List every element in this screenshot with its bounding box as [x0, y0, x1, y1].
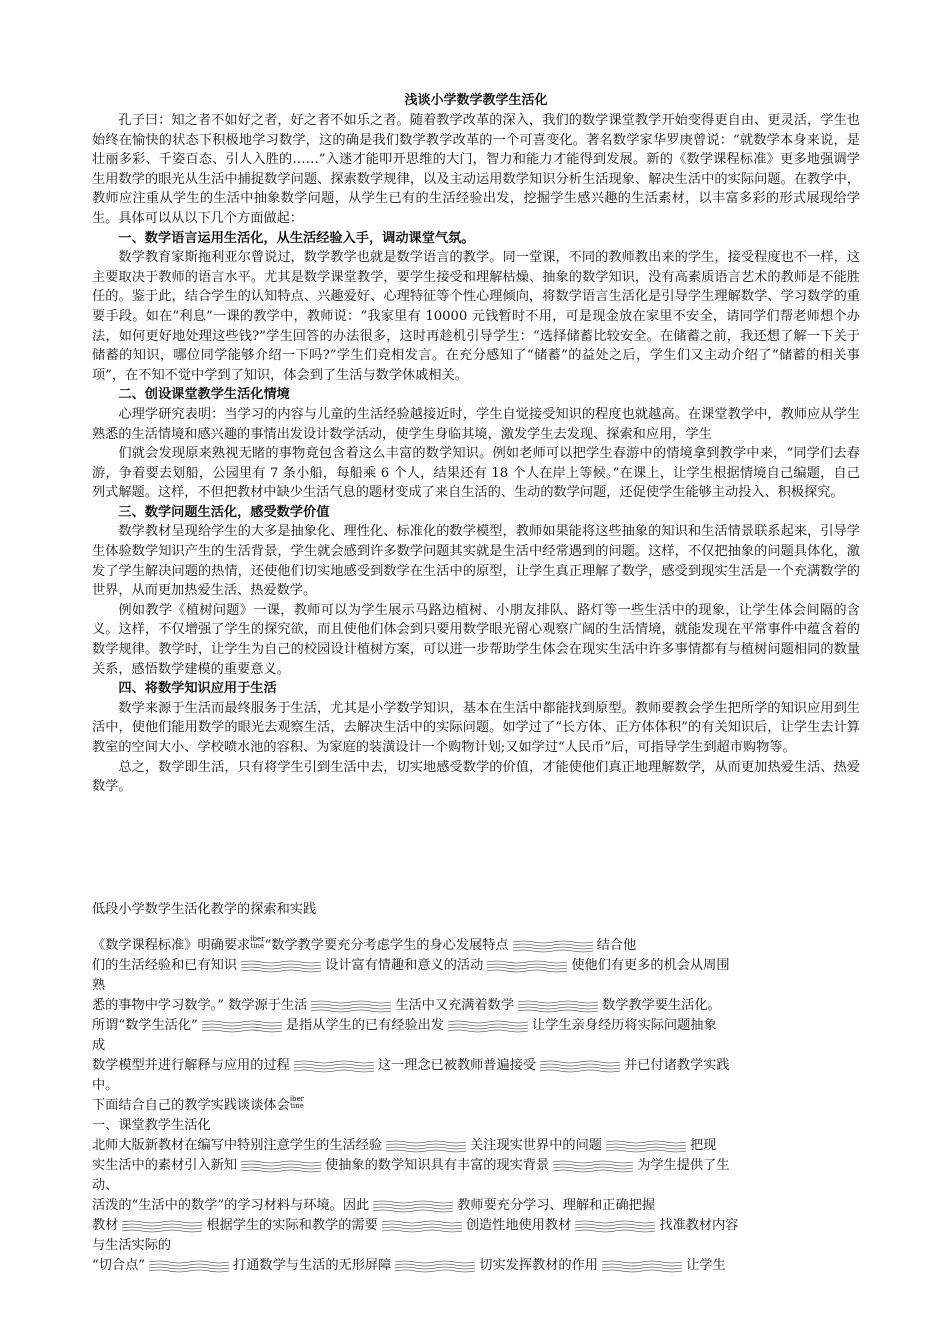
- text-segment: 设计富有情趣和意义的活动: [325, 958, 484, 973]
- text-segment: 使他们有更多的机会从周围: [571, 958, 730, 973]
- text-line: [92, 1036, 860, 1056]
- section-heading: 二、创设课堂教学生活化情境: [118, 387, 290, 403]
- wavy-separator-icon: [540, 1059, 620, 1073]
- text-line: [92, 996, 860, 1016]
- text-line: [92, 1176, 860, 1196]
- wavy-separator-icon: [448, 1019, 528, 1033]
- wavy-separator-icon: [382, 1219, 462, 1233]
- text-segment: 切实发挥教材的作用: [479, 1258, 598, 1273]
- text-segment: 结合他: [596, 938, 637, 953]
- wavy-separator-icon: [575, 1219, 655, 1233]
- text-segment: 使抽象的数学知识具有丰富的现实背景: [325, 1158, 550, 1173]
- text-segment: 成: [92, 1038, 106, 1053]
- text-segment: 活泼的“生活中的数学”的学习材料与环境。因此: [92, 1198, 370, 1213]
- text-segment: 悉的事物中学习数学。” 数学源于生活: [92, 998, 308, 1013]
- text-segment: 数学模型并进行解释与应用的过程: [92, 1058, 290, 1073]
- superscript-bottom: tine: [290, 1102, 304, 1110]
- text-segment: 们的生活经验和已有知识: [92, 958, 238, 973]
- superscript-fragment: [290, 1096, 304, 1110]
- text-segment: 根据学生的实际和教学的需要: [206, 1218, 378, 1233]
- text-segment: 是指从学生的已有经验出发: [285, 1018, 445, 1033]
- text-segment: 把现: [690, 1138, 717, 1153]
- wavy-separator-icon: [518, 999, 598, 1013]
- text-line: [92, 1236, 860, 1256]
- body-paragraph: 们就会发现原来熟视无睹的事物竟包含着这么丰富的数学知识。例如老师可以把学生春游中的情境拿到教学中来，“同学们去春游，争着要去划船，公园里有 7 条小船，每船乘 6 个人，结果还有 18 个人在岸上等候。”在课上，让学生根据情境自己编题，自己列式解题。这样，不但把教材中缺少生活气息的题材变成了来自生活的、生动的数学问题，还促使学生能够主动投入、积极探究。: [92, 446, 860, 501]
- text-segment: 生活中又充满着数学: [395, 998, 515, 1013]
- wavy-separator-icon: [602, 1259, 682, 1273]
- text-segment: 教师要充分学习、理解和正确把握: [457, 1198, 656, 1213]
- superscript-top: iber: [289, 1095, 305, 1103]
- text-segment: 北师大版新教材在编写中特别注意学生的生活经验: [92, 1138, 383, 1153]
- text-line: [92, 936, 860, 956]
- text-line: [92, 1076, 860, 1096]
- text-segment: 下面结合自己的教学实践谈谈体会: [92, 1098, 290, 1113]
- wavy-separator-icon: [553, 1159, 633, 1173]
- text-segment: 教材: [92, 1218, 119, 1233]
- wavy-separator-icon: [241, 959, 321, 973]
- body-paragraph: 孔子曰：知之者不如好之者，好之者不如乐之者。随着教学改革的深入，我们的数学课堂教学开始变得更自由、更灵活，学生也始终在愉快的状态下积极地学习数学，这的确是我们数学教学改革的一个可喜变化。著名数学家华罗庚曾说：“就数学本身来说，是壮丽多彩、千姿百态、引人入胜的……”入迷才能叩开思维的大门，智力和能力才能得到发展。新的《数学课程标准》更多地强调学生用数学的眼光从生活中捕捉数学问题、探索数学规律，以及主动运用数学知识分析生活现象、解决生活中的实际问题。在教学中，教师应注重从学生的生活中抽象数学问题，从学生已有的生活经验出发，挖掘学生感兴趣的生活素材，以丰富多彩的形式展现给学生。具体可以从以下几个方面做起：: [92, 113, 860, 226]
- text-line: [92, 1156, 860, 1176]
- text-line: [92, 1016, 860, 1036]
- body-paragraph: 例如教学《植树问题》一课，教师可以为学生展示马路边植树、小朋友排队、路灯等一些生活中的现象，让学生体会间隔的含义。这样，不仅增强了学生的探究欲，而且使他们体会到只要用数学眼光留心观察广阔的生活情境，就能发现在平常事件中蕴含着的数学规律。教学时，让学生为自己的校园设计植树方案，可以进一步帮助学生体会在现实生活中许多事情都有与植树问题相同的数量关系，感悟数学建模的重要意义。: [92, 602, 860, 677]
- text-segment: “切合点”: [92, 1258, 146, 1273]
- superscript-top: iber: [250, 935, 265, 943]
- wavy-separator-icon: [373, 1199, 453, 1213]
- text-line: [92, 1096, 860, 1116]
- body-paragraph: 数学教材呈现给学生的大多是抽象化、理性化、标准化的数学模型，教师如果能将这些抽象的知识和生活情景联系起来，引导学生体验数学知识产生的生活背景，学生就会感到许多数学问题其实就是生活中经常遇到的问题。这样，不仅把抽象的问题具体化，激发了学生解决问题的热情，还使他们切实地感受到数学在生活中的原型，让学生真正理解了数学，感受到现实生活是一个充满数学的世界，从而更加热爱生活、热爱数学。: [92, 524, 860, 599]
- document-page: [92, 92, 860, 797]
- text-line: [92, 1116, 860, 1136]
- text-line: [92, 1136, 860, 1156]
- text-segment: 创造性地使用教材: [465, 1218, 572, 1233]
- section-heading: 四、将数学知识应用于生活: [118, 681, 277, 697]
- wavy-separator-icon: [149, 1259, 229, 1273]
- wavy-separator-icon: [606, 1139, 686, 1153]
- second-article: [92, 900, 860, 1276]
- wavy-separator-icon: [122, 1219, 202, 1233]
- text-segment: 熟: [92, 978, 106, 993]
- text-segment: 让学生: [685, 1258, 726, 1273]
- superscript-fragment: [250, 936, 264, 950]
- text-segment: 一、课堂教学生活化: [92, 1118, 211, 1133]
- text-line: [92, 1196, 860, 1216]
- text-segment: 与生活实际的: [92, 1238, 172, 1253]
- text-segment: 所谓“数学生活化”: [92, 1018, 198, 1033]
- text-segment: 让学生亲身经历将实际问题抽象: [532, 1018, 717, 1033]
- section-heading: 一、数学语言运用生活化，从生活经验入手，调动课堂气氛。: [118, 230, 475, 246]
- wavy-separator-icon: [386, 1139, 466, 1153]
- text-segment: 这一理念已被教师普遍接受: [377, 1058, 537, 1073]
- text-line: [92, 1256, 860, 1276]
- text-segment: 《数学课程标准》明确要求: [92, 938, 251, 953]
- text-segment: “数学教学要充分考虑学生的身心发展特点: [264, 938, 509, 953]
- text-segment: 实生活中的素材引入新知: [92, 1158, 238, 1173]
- section-heading: 三、数学问题生活化，感受数学价值: [118, 504, 330, 520]
- text-line: [92, 976, 860, 996]
- wavy-separator-icon: [513, 939, 593, 953]
- wavy-separator-icon: [241, 1159, 321, 1173]
- text-segment: 找准教材内容: [659, 1218, 739, 1233]
- text-line: [92, 1216, 860, 1236]
- text-segment: 动、: [92, 1178, 119, 1193]
- body-paragraph: 数学教育家斯拖利亚尔曾说过，数学教学也就是数学语言的教学。同一堂课，不同的教师教出来的学生，接受程度也不一样，这主要取决于教师的语言水平。尤其是数学课堂教学，要学生接受和理解枯燥、抽象的数学知识，没有高素质语言艺术的教师是不能胜任的。鉴于此，结合学生的认知特点、兴趣爱好、心理特征等个性心理倾向，将数学语言生活化是引导学生理解数学、学习数学的重要手段。如在“利息”一课的教学中，教师说：“我家里有 10000 元钱暂时不用，可是现金放在家里不安全，请同学们帮老师想个办法，如何更好地处理这些钱?”学生回答的办法很多，这时再趁机引导学生：“选择储蓄比较安全。在储蓄之前，我还想了解一下关于储蓄的知识，哪位同学能够介绍一下吗?”学生们竞相发言。在充分感知了“储蓄”的益处之后，学生们又主动介绍了“储蓄的相关事项”，在不知不觉中学到了知识，体会到了生活与数学休戚相关。: [92, 250, 860, 383]
- text-segment: 中。: [92, 1078, 119, 1093]
- wavy-separator-icon: [202, 1019, 282, 1033]
- wavy-separator-icon: [487, 959, 567, 973]
- second-article-title: 低段小学数学生活化教学的探索和实践: [92, 902, 317, 917]
- text-segment: 数学教学要生活化。: [602, 998, 721, 1013]
- text-line: [92, 956, 860, 976]
- text-segment: 打通数学与生活的无形屏障: [233, 1258, 392, 1273]
- text-segment: 为学生提供了生: [637, 1158, 730, 1173]
- text-segment: 并已付诸教学实践: [624, 1058, 730, 1073]
- body-paragraph: 数学来源于生活而最终服务于生活，尤其是小学数学知识，基本在生活中都能找到原型。教师要教会学生把所学的知识应用到生活中，使他们能用数学的眼光去观察生活，去解决生活中的实际问题。如学过了“长方体、正方体体积”的有关知识后，让学生去计算教室的空间大小、学校喷水池的容积、为家庭的装潢设计一个购物计划;又如学过“人民币”后，可指导学生到超市购物等。: [92, 700, 860, 755]
- body-paragraph: 总之，数学即生活，只有将学生引到生活中去，切实地感受数学的价值，才能使他们真正地理解数学，从而更加热爱生活、热爱数学。: [92, 759, 860, 795]
- second-article-body: [92, 936, 860, 1276]
- text-segment: 关注现实世界中的问题: [470, 1138, 602, 1153]
- superscript-bottom: tine: [250, 942, 265, 950]
- document-body: [92, 111, 860, 797]
- wavy-separator-icon: [395, 1259, 475, 1273]
- wavy-separator-icon: [311, 999, 391, 1013]
- body-paragraph: 心理学研究表明：当学习的内容与儿童的生活经验越接近时，学生自觉接受知识的程度也就越高。在课堂教学中，教师应从学生熟悉的生活情境和感兴趣的事情出发设计数学活动，使学生身临其境，激发学生去发现、探索和应用，学生: [92, 406, 860, 442]
- wavy-separator-icon: [294, 1059, 374, 1073]
- document-title: 浅谈小学数学教学生活化: [404, 93, 548, 108]
- text-line: [92, 1056, 860, 1076]
